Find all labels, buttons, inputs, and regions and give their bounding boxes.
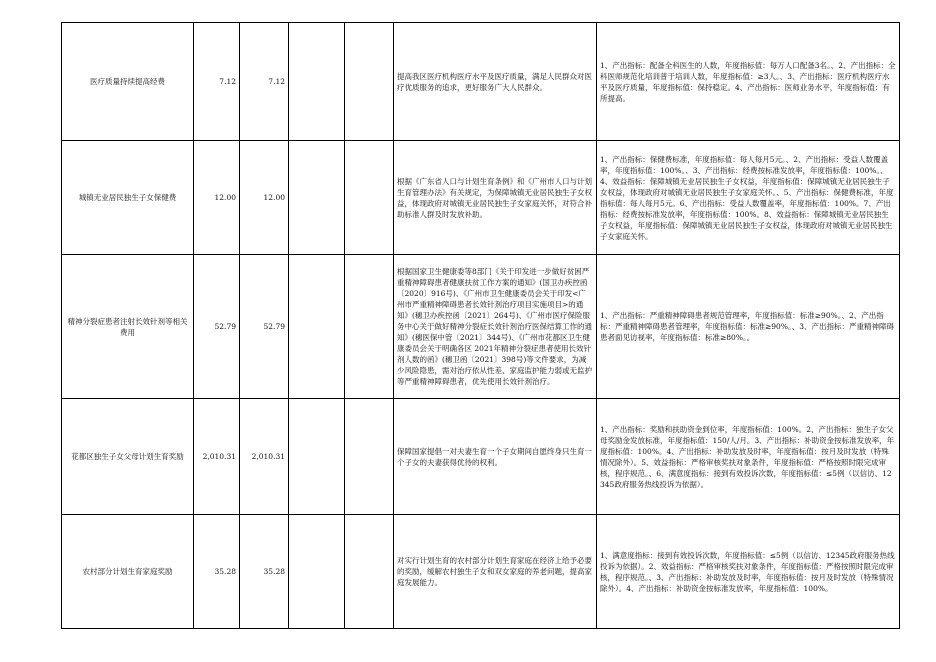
amount-fiscal: 2,010.31 — [240, 399, 289, 515]
project-basis: 对实行计划生育的农村部分计划生育家庭在经济上给予必要的奖励，缓解农村独生子女和双女家庭的养老问题，提高家庭发展能力。 — [394, 515, 597, 629]
amount-total: 2,010.31 — [194, 399, 240, 515]
project-basis: 提高我区医疗机构医疗水平及医疗质量，满足人民群众对医疗优质服务的追求，更好服务广大人民群众。 — [394, 23, 597, 141]
amount-fiscal: 12.00 — [240, 141, 289, 255]
table-row — [62, 399, 900, 515]
amount-empty-a — [289, 399, 345, 515]
project-name: 医疗质量持续提高经费 — [62, 23, 194, 141]
performance-indicators: 1、产出指标：配备全科医生的人数，年度指标值：每万人口配备3名。、2、产出指标：全科医师规范化培训普于培训人数，年度指标值：≥3人。、3、产出指标：医疗机构医疗水平及医疗质量，年度指标值：保持稳定。4、产出指标：医师业务水平，年度指标值：有所提高。 — [597, 23, 900, 141]
project-name: 精神分裂症患者注射长效针剂等相关费用 — [62, 255, 194, 399]
amount-empty-b — [345, 399, 394, 515]
amount-empty-a — [289, 23, 345, 141]
project-basis: 根据《广东省人口与计划生育条例》和《广州市人口与计划生育管理办法》有关规定，为保障城镇无业居民独生子女权益，体现政府对城镇无业居民独生子女家庭关怀，对符合补助标准人群及时发放补助。 — [394, 141, 597, 255]
performance-indicators: 1、产出指标：保健费标准，年度指标值：每人每月5元。、2、产出指标：受益人数覆盖率，年度指标值：100%。、3、产出指标：经费按标准发放率，年度指标值：100%。、4、效益指标：保障城镇无业居民独生子女权益，年度指标值：保障城镇无业居民独生子女权益，体现政府对城镇无业居民独生子女家庭关怀。、5、产出指标：保健费标准，年度指标值：每人每月5元。6、产出指标：受益人数覆盖率，年度指标值：100%。7、产出指标：经费按标准发放率，年度指标值：100%。8、效益指标：保障城镇无业居民独生子女权益，年度指标值：保障城镇无业居民独生子女权益，体现政府对城镇无业居民独生子女家庭关怀。 — [597, 141, 900, 255]
amount-empty-b — [345, 141, 394, 255]
budget-table — [61, 22, 900, 629]
table-row — [62, 141, 900, 255]
performance-indicators: 1、满意度指标：接到有效投诉次数，年度指标值：≤5例（以信访、12345政府服务热线投诉为依据）。2、效益指标：严格审核奖扶对象条件，年度指标值：严格按照时限完成审核，程序规范。、3、产出指标：补助发放及时率，年度指标值：按月及时发放（特殊情况除外）。4、产出指标：补助资金按标准发放率，年度指标值：100%。 — [597, 515, 900, 629]
table-row — [62, 515, 900, 629]
amount-empty-b — [345, 255, 394, 399]
amount-fiscal: 7.12 — [240, 23, 289, 141]
performance-indicators: 1、产出指标：奖励和扶助资金到位率，年度指标值：100%。2、产出指标：独生子女父母奖励金发放标准，年度指标值：150/人/月。3、产出指标：补助资金按标准发放率，年度指标值：100%。4、产出指标：补助发放及时率，年度指标值：按月及时发放（特殊情况除外）。5、效益指标：严格审核奖扶对象条件，年度指标值：严格按照时限完成审核，程序规范。、6、满意度指标：接到有效投诉次数，年度指标值：≤5例（以信访、12345政府服务热线投诉为依据）。 — [597, 399, 900, 515]
amount-total: 7.12 — [194, 23, 240, 141]
project-name: 城镇无业居民独生子女保健费 — [62, 141, 194, 255]
amount-empty-b — [345, 515, 394, 629]
project-name: 农村部分计划生育家庭奖励 — [62, 515, 194, 629]
amount-total: 35.28 — [194, 515, 240, 629]
table-row — [62, 255, 900, 399]
amount-empty-a — [289, 141, 345, 255]
amount-fiscal: 52.79 — [240, 255, 289, 399]
table-row — [62, 23, 900, 141]
project-basis: 保障国家提倡一对夫妻生育一个子女期间自愿终身只生育一个子女的夫妻获得优待的权利。 — [394, 399, 597, 515]
amount-empty-a — [289, 515, 345, 629]
amount-total: 12.00 — [194, 141, 240, 255]
amount-empty-b — [345, 23, 394, 141]
amount-empty-a — [289, 255, 345, 399]
performance-indicators: 1、产出指标：严重精神障碍患者规范管理率，年度指标值：标准≥90%。、2、产出指标：严重精神障碍患者管理率，年度指标值：标准≥90%。、3、产出指标：严重精神障碍患者面见访视率，年度指标值：标准≥80%。。 — [597, 255, 900, 399]
project-basis: 根据国家卫生健康委等8部门《关于印发进一步做好贫困严重精神障碍患者健康扶贫工作方案的通知》(国卫办疾控函〔2020〕916号)、《广州市卫生健康委员会关于印发<广州市严重精神障碍患者长效针剂治疗项目实施项目>的通知》(穗卫办疾控函〔2021〕264号)、《广州市医疗保险服务中心关于做好精神分裂症长效针剂治疗医保结算工作的通知》(穗医保中管〔2021〕344号)、《广州市花都区卫生健康委员会关于明确各区 2021年精神分裂症患者使用长效针剂人数的函》(穗卫函〔2021〕398号)等文件要求，为减少风险隐患，需对治疗依从性差、家庭监护能力弱或无监护等严重精神障碍患者，优先使用长效针剂治疗。 — [394, 255, 597, 399]
amount-total: 52.79 — [194, 255, 240, 399]
project-name: 花都区独生子女父母计划生育奖励 — [62, 399, 194, 515]
amount-fiscal: 35.28 — [240, 515, 289, 629]
